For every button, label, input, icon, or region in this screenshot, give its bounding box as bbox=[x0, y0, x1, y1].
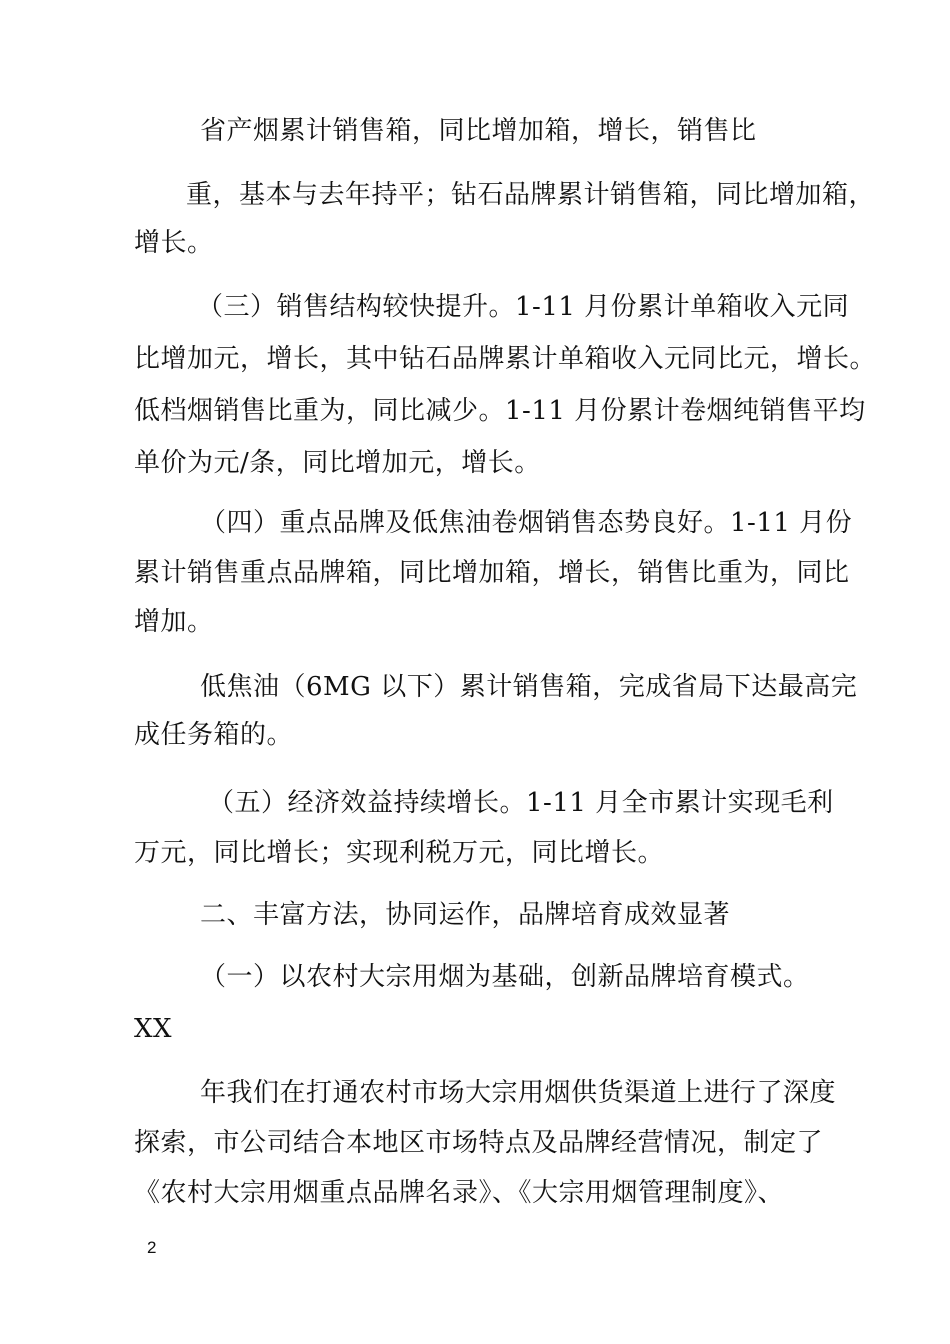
text-line: XX bbox=[134, 1014, 173, 1044]
text-line: 《农村大宗用烟重点品牌名录》、《大宗用烟管理制度》、 bbox=[134, 1178, 785, 1208]
text-line: 增加。 bbox=[134, 607, 214, 637]
text-line: 增长。 bbox=[134, 228, 214, 258]
text-line: （四）重点品牌及低焦油卷烟销售态势良好。1-11 月份 bbox=[200, 508, 853, 538]
text-line: 年我们在打通农村市场大宗用烟供货渠道上进行了深度 bbox=[200, 1078, 837, 1108]
page-number: 2 bbox=[147, 1238, 157, 1257]
section-heading: 二、丰富方法，协同运作，品牌培育成效显著 bbox=[200, 900, 731, 930]
text-line: 重，基本与去年持平；钻石品牌累计销售箱，同比增加箱， bbox=[186, 180, 876, 210]
subsection-heading: （一）以农村大宗用烟为基础，创新品牌培育模式。 bbox=[200, 962, 810, 992]
text-line: 累计销售重点品牌箱，同比增加箱，增长，销售比重为，同比 bbox=[134, 558, 850, 588]
text-line: 省产烟累计销售箱，同比增加箱，增长，销售比 bbox=[200, 116, 757, 146]
text-line: （三）销售结构较快提升。1-11 月份累计单箱收入元同 bbox=[197, 292, 850, 322]
text-line: 成任务箱的。 bbox=[134, 720, 294, 750]
text-line: 低档烟销售比重为，同比减少。1-11 月份累计卷烟纯销售平均 bbox=[134, 396, 866, 426]
text-line: （五）经济效益持续增长。1-11 月全市累计实现毛利 bbox=[208, 788, 834, 818]
text-line: 单价为元/条，同比增加元，增长。 bbox=[134, 448, 541, 478]
text-line: 比增加元，增长，其中钻石品牌累计单箱收入元同比元，增长。 bbox=[134, 344, 877, 374]
text-line: 探索，市公司结合本地区市场特点及品牌经营情况，制定了 bbox=[134, 1128, 824, 1158]
text-line: 万元，同比增长；实现利税万元，同比增长。 bbox=[134, 838, 665, 868]
text-line: 低焦油（6MG 以下）累计销售箱，完成省局下达最高完 bbox=[200, 672, 858, 702]
